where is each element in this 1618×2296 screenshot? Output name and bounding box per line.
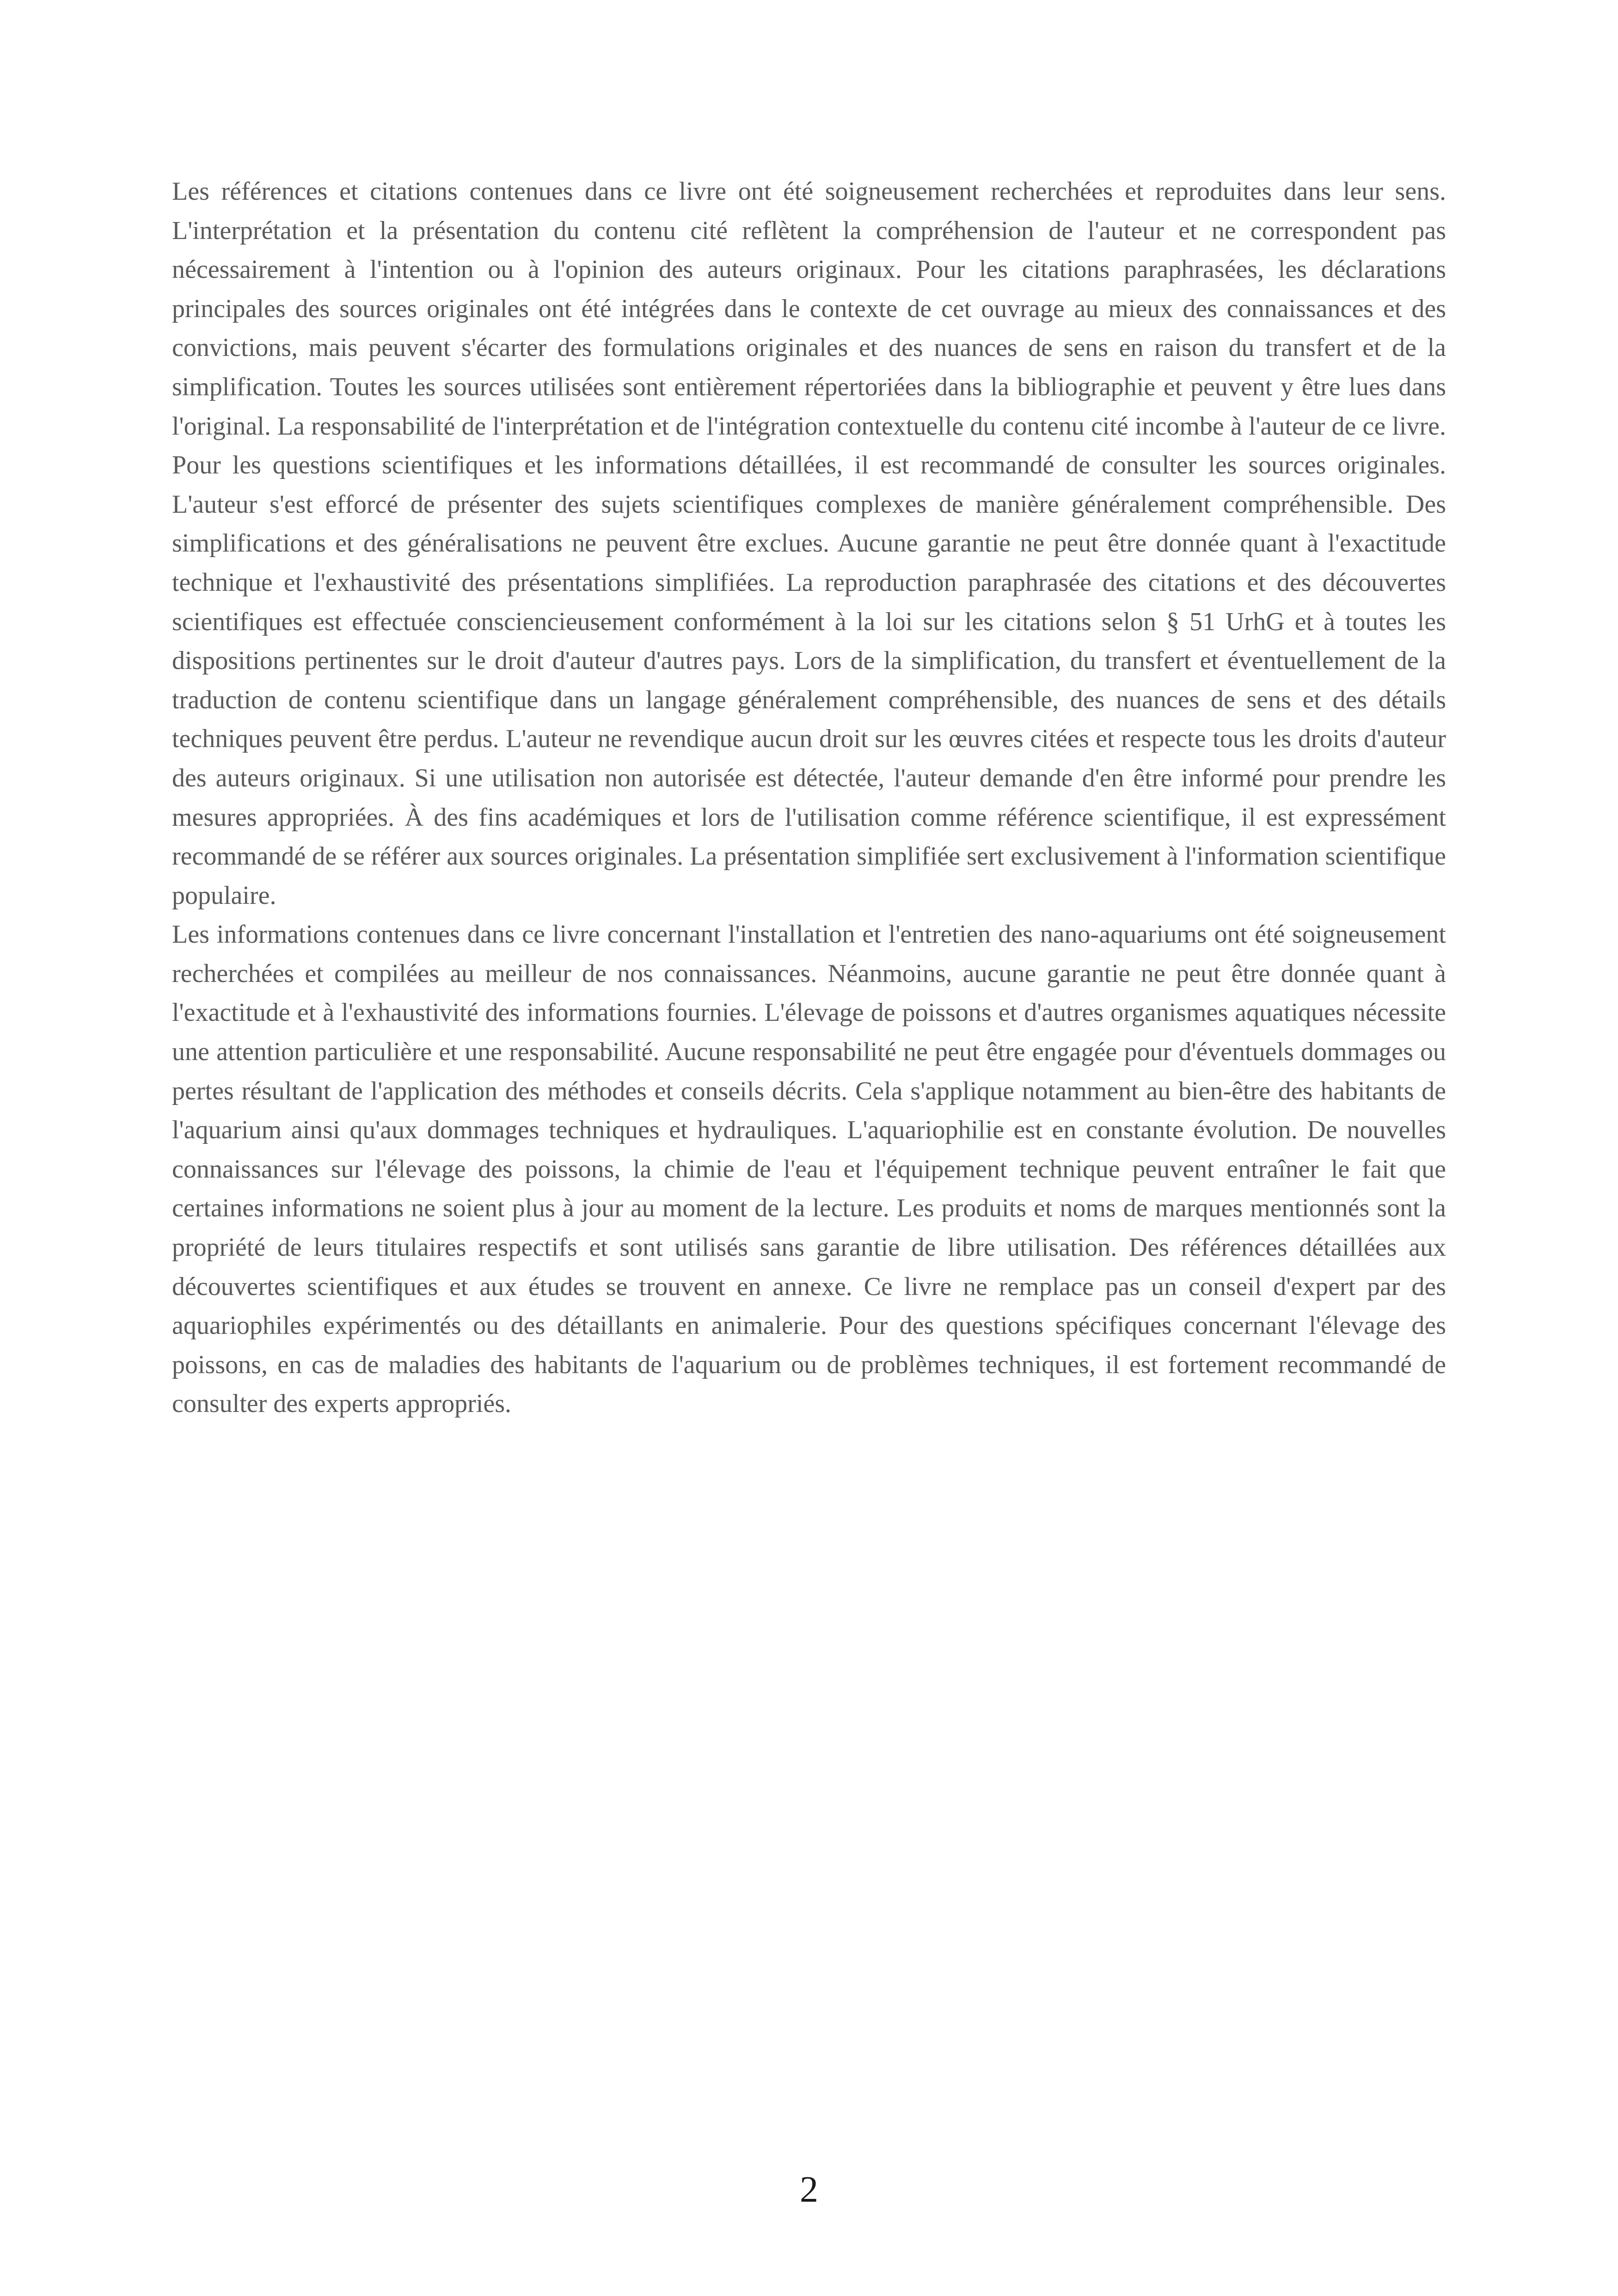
paragraph-aquarium-disclaimer: Les informations contenues dans ce livre concernant l'installation et l'entretien des nano-aquariums ont été soigneusement recherchées et compilées au meilleur de nos connaissances. Néanmoins, aucune garantie ne peut être donnée quant à l'exactitude et à l'exhaustivité des informations fournies. L'élevage de poissons et d'autres organismes aquatiques nécessite une attention particulière et une responsabilité. Aucune responsabilité ne peut être engagée pour d'éventuels dommages ou pertes résultant de l'application des méthodes et conseils décrits. Cela s'applique notamment au bien-être des habitants de l'aquarium ainsi qu'aux dommages techniques et hydrauliques. L'aquariophilie est en constante évolution. De nouvelles connaissances sur l'élevage des poissons, la chimie de l'eau et l'équipement technique peuvent entraîner le fait que certaines informations ne soient plus à jour au moment de la lecture. Les produits et noms de marques mentionnés sont la propriété de leurs titulaires respectifs et sont utilisés sans garantie de libre utilisation. Des références détaillées aux découvertes scientifiques et aux études se trouvent en annexe. Ce livre ne remplace pas un conseil d'expert par des aquariophiles expérimentés ou des détaillants en animalerie. Pour des questions spécifiques concernant l'élevage des poissons, en cas de maladies des habitants de l'aquarium ou de problèmes techniques, il est fortement recommandé de consulter des experts appropriés. (172, 920, 1446, 1418)
body-text (172, 172, 1446, 1424)
page-number: 2 (800, 2169, 818, 2210)
paragraph-citations-disclaimer: Les références et citations contenues dans ce livre ont été soigneusement recherchées et reproduites dans leur sens. L'interprétation et la présentation du contenu cité reflètent la compréhension de l'auteur et ne correspondent pas nécessairement à l'intention ou à l'opinion des auteurs originaux. Pour les citations paraphrasées, les déclarations principales des sources originales ont été intégrées dans le contexte de cet ouvrage au mieux des connaissances et des convictions, mais peuvent s'écarter des formulations originales et des nuances de sens en raison du transfert et de la simplification. Toutes les sources utilisées sont entièrement répertoriées dans la bibliographie et peuvent y être lues dans l'original. La responsabilité de l'interprétation et de l'intégration contextuelle du contenu cité incombe à l'auteur de ce livre. Pour les questions scientifiques et les informations détaillées, il est recommandé de consulter les sources originales. L'auteur s'est efforcé de présenter des sujets scientifiques complexes de manière généralement compréhensible. Des simplifications et des généralisations ne peuvent être exclues. Aucune garantie ne peut être donnée quant à l'exactitude technique et l'exhaustivité des présentations simplifiées. La reproduction paraphrasée des citations et des découvertes scientifiques est effectuée consciencieusement conformément à la loi sur les citations selon § 51 UrhG et à toutes les dispositions pertinentes sur le droit d'auteur d'autres pays. Lors de la simplification, du transfert et éventuellement de la traduction de contenu scientifique dans un langage généralement compréhensible, des nuances de sens et des détails techniques peuvent être perdus. L'auteur ne revendique aucun droit sur les œuvres citées et respecte tous les droits d'auteur des auteurs originaux. Si une utilisation non autorisée est détectée, l'auteur demande d'en être informé pour prendre les mesures appropriées. À des fins académiques et lors de l'utilisation comme référence scientifique, il est expressément recommandé de se référer aux sources originales. La présentation simplifiée sert exclusivement à l'information scientifique populaire. (172, 177, 1446, 910)
